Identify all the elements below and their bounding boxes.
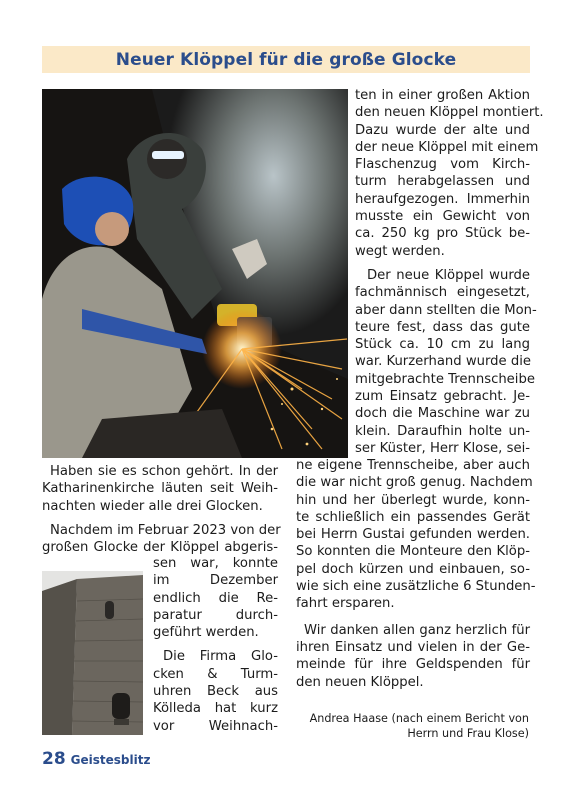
right-column-paragraph-2 <box>355 267 537 457</box>
text-line: wie sich eine zusätzliche 6 Stunden- <box>296 579 536 595</box>
right-column-top <box>355 87 544 260</box>
author-credit <box>296 711 529 741</box>
text-line: paratur durch- <box>153 607 278 623</box>
text-line: im Dezember <box>153 573 278 589</box>
text-line: die war nicht groß genug. Nachdem <box>296 475 533 491</box>
text-line: ca. 250 kg pro Stück be- <box>355 226 530 242</box>
text-line: zum Einsatz gebracht. Je- <box>355 389 530 405</box>
text-line: Katharinenkirche läuten seit Weih- <box>42 481 278 497</box>
page-number: 28 <box>42 749 66 769</box>
text-line: heraufgezogen. Immerhin <box>355 191 530 207</box>
text-line: Wir danken allen ganz herzlich für <box>304 622 530 638</box>
text-line: Die Firma Glo- <box>163 649 278 665</box>
text-line: den neuen Klöppel. <box>296 674 424 690</box>
text-line: pel doch kürzen und einbauen, so- <box>296 561 530 577</box>
text-line: Flaschenzug vom Kirch- <box>355 157 530 173</box>
text-line: uhren Beck aus <box>153 684 278 700</box>
text-line: ser Küster, Herr Klose, sei- <box>355 440 530 456</box>
text-line: teure fest, dass das gute <box>355 319 530 335</box>
text-line: ne eigene Trennscheibe, aber auch <box>296 458 530 473</box>
text-line: Kölleda hat kurz <box>153 701 278 717</box>
text-line: endlich die Re- <box>153 590 278 606</box>
text-line: So konnten die Monteure den Klöp- <box>296 544 530 560</box>
text-line: meinde für ihre Geldspenden für <box>296 657 530 673</box>
text-line: Nachdem im Februar 2023 von der <box>50 522 281 538</box>
left-column-narrow-text <box>153 555 278 735</box>
text-line: mitgebrachte Trennscheibe <box>355 371 535 387</box>
text-line: war. Kurzerhand wurde die <box>355 354 531 370</box>
text-line: Stück ca. 10 cm zu lang <box>355 337 530 353</box>
article-title: Neuer Klöppel für die große Glocke <box>115 49 457 70</box>
text-line: klein. Daraufhin holte un- <box>355 423 530 439</box>
workers-cutting-clapper-photo <box>42 89 348 458</box>
text-line: nachten wieder alle drei Glocken. <box>42 498 263 514</box>
right-column-paragraph-2-wide <box>296 457 536 691</box>
text-line: hin und her überlegt wurde, konn- <box>296 492 530 508</box>
text-line: geführt werden. <box>153 625 259 641</box>
magazine-name: Geistesblitz <box>70 753 151 767</box>
text-line: großen Glocke der Klöppel abgeris- <box>42 540 278 556</box>
title-bar <box>42 46 530 73</box>
left-column-text <box>42 463 281 556</box>
text-line: sen war, konnte <box>153 556 278 571</box>
text-line: der neue Klöppel mit einem <box>355 139 539 155</box>
text-line: fachmännisch eingesetzt, <box>355 285 530 301</box>
author-line: Andrea Haase (nach einem Bericht von <box>309 712 529 725</box>
text-line: te schließlich ein passendes Gerät <box>296 509 530 525</box>
church-tower-photo <box>42 571 143 735</box>
text-line: vor Weihnach- <box>153 718 278 734</box>
text-line: bei Herrn Gustai gefunden werden. <box>296 527 530 543</box>
text-line: aber dann stellten die Mon- <box>355 302 537 318</box>
text-line: Der neue Klöppel wurde <box>367 268 530 283</box>
text-line: ihren Einsatz und vielen in der Ge- <box>296 639 530 655</box>
text-line: turm herabgelassen und <box>355 174 530 190</box>
text-line: wegt werden. <box>355 243 445 259</box>
page-footer <box>42 749 150 769</box>
text-line: Dazu wurde der alte und <box>355 122 530 138</box>
author-line: Herrn und Frau Klose) <box>407 727 529 740</box>
text-line: fahrt ersparen. <box>296 596 395 612</box>
text-line: musste ein Gewicht von <box>355 209 530 225</box>
text-line: den neuen Klöppel montiert. <box>355 105 544 121</box>
text-line: cken & Turm- <box>153 666 278 682</box>
text-line: doch die Maschine war zu <box>355 406 530 422</box>
text-line: Haben sie es schon gehört. In der <box>50 464 278 479</box>
text-line: ten in einer großen Aktion <box>355 88 530 103</box>
